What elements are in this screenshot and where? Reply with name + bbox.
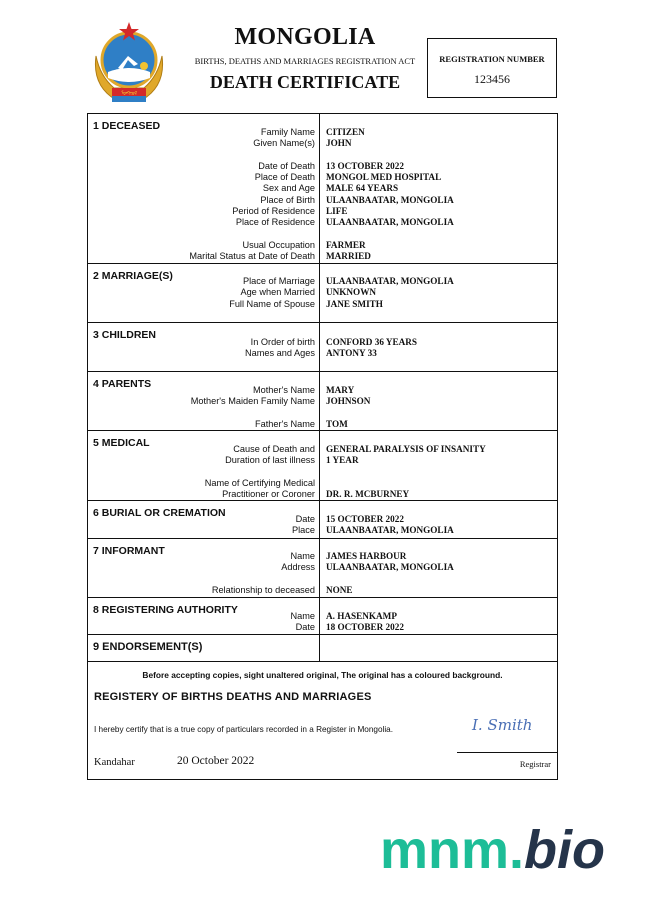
section-heading: 8 REGISTERING AUTHORITY xyxy=(93,604,238,616)
sex-age-value: MALE 64 YEARS xyxy=(326,183,399,194)
registration-box xyxy=(427,38,557,98)
field-label: Place of Marriage xyxy=(242,276,315,286)
duration-value: 1 YEAR xyxy=(326,455,359,466)
field-label: In Order of birth xyxy=(250,337,315,347)
informant-name-value: JAMES HARBOUR xyxy=(326,551,407,561)
certification-footer xyxy=(87,656,558,780)
period-residence-value: LIFE xyxy=(326,206,348,217)
given-names-value: JOHN xyxy=(326,138,352,149)
field-label: Date of Death xyxy=(258,160,315,171)
place-residence-value: ULAANBAATAR, MONGOLIA xyxy=(326,217,454,228)
burial-place-value: ULAANBAATAR, MONGOLIA xyxy=(326,525,454,536)
section-heading: 5 MEDICAL xyxy=(93,437,150,449)
field-label: Place of Residence xyxy=(235,217,315,228)
maiden-value: JOHNSON xyxy=(326,396,371,407)
watermark-part1: mnm. xyxy=(380,820,525,880)
father-value: TOM xyxy=(326,418,348,429)
field-label: Usual Occupation xyxy=(242,239,315,250)
occupation-value: FARMER xyxy=(326,239,366,250)
field-label: Date xyxy=(295,514,315,524)
certificate-table xyxy=(87,113,558,662)
field-label: Marital Status at Date of Death xyxy=(189,251,315,262)
country-title: MONGOLIA xyxy=(234,24,376,50)
certifier-value: DR. R. MCBURNEY xyxy=(326,489,410,500)
document-title: DEATH CERTIFICATE xyxy=(209,72,401,92)
section-heading: 9 ENDORSEMENT(S) xyxy=(93,641,203,653)
section-heading: 2 MARRIAGE(S) xyxy=(93,270,173,282)
section-marriage xyxy=(88,264,557,323)
burial-date-value: 15 OCTOBER 2022 xyxy=(326,514,404,524)
date-of-death-value: 13 OCTOBER 2022 xyxy=(326,160,404,171)
act-subtitle: BIRTHS, DEATHS AND MARRIAGES REGISTRATION ACT xyxy=(194,56,416,66)
mongolia-emblem-icon xyxy=(88,16,170,106)
section-heading: 7 INFORMANT xyxy=(93,545,165,557)
section-informant xyxy=(88,539,557,598)
spouse-value: JANE SMITH xyxy=(326,298,383,309)
field-label: Place of Death xyxy=(254,172,315,183)
section-parents xyxy=(88,372,557,431)
section-burial xyxy=(88,501,557,539)
place-of-birth-value: ULAANBAATAR, MONGOLIA xyxy=(326,194,454,205)
watermark-logo xyxy=(380,820,605,880)
field-label: Name xyxy=(290,611,315,621)
registration-number: 123456 xyxy=(474,72,510,86)
registrar-signature: I. Smith xyxy=(472,716,533,734)
section-heading: 3 CHILDREN xyxy=(93,329,157,341)
field-label: Father's Name xyxy=(255,418,315,429)
field-label: Place xyxy=(292,525,315,536)
authority-date-value: 18 OCTOBER 2022 xyxy=(326,622,404,633)
field-label: Names and Ages xyxy=(245,348,315,359)
authority-name-value: A. HASENKAMP xyxy=(326,611,397,621)
field-label: Place of Birth xyxy=(260,194,315,205)
family-name-value: CITIZEN xyxy=(326,127,365,137)
registry-title: REGISTERY OF BIRTHS DEATHS AND MARRIAGES xyxy=(94,691,372,703)
relationship-value: NONE xyxy=(326,584,353,595)
section-heading: 1 DECEASED xyxy=(93,120,161,132)
marital-value: MARRIED xyxy=(326,251,371,262)
section-heading: 4 PARENTS xyxy=(93,378,152,390)
marriage-place-value: ULAANBAATAR, MONGOLIA xyxy=(326,276,454,286)
field-label: Sex and Age xyxy=(262,183,315,194)
field-label: Duration of last illness xyxy=(225,455,315,466)
registrar-label: Registrar xyxy=(519,759,551,769)
marriage-age-value: UNKNOWN xyxy=(326,287,377,298)
section-deceased xyxy=(88,114,557,264)
field-label: Name xyxy=(290,551,315,561)
section-medical xyxy=(88,431,557,501)
field-label: Date xyxy=(295,622,315,633)
section-children xyxy=(88,323,557,372)
field-label: Name of Certifying Medical xyxy=(204,477,315,488)
field-label: Cause of Death and xyxy=(233,444,315,454)
field-label: Address xyxy=(281,562,315,573)
place-of-death-value: MONGOL MED HOSPITAL xyxy=(326,172,442,183)
signature-line xyxy=(457,752,557,753)
svg-text:ᠮᠣᠩᠭᠣᠯ: ᠮᠣᠩᠭᠣᠯ xyxy=(121,90,137,97)
field-label: Given Name(s) xyxy=(253,138,315,149)
mother-value: MARY xyxy=(326,385,355,395)
section-authority xyxy=(88,598,557,635)
child-value: ANTONY 33 xyxy=(326,348,377,359)
issue-date: 20 October 2022 xyxy=(177,755,255,767)
field-label: Full Name of Spouse xyxy=(229,298,315,309)
field-label: Relationship to deceased xyxy=(211,584,315,595)
watermark-part2: bio xyxy=(524,820,606,880)
certify-statement: I hereby certify that is a true copy of particulars recorded in a Register in Mongolia. xyxy=(94,725,393,734)
section-heading: 6 BURIAL OR CREMATION xyxy=(93,507,226,519)
issue-place: Kandahar xyxy=(94,757,135,768)
child-value: CONFORD 36 YEARS xyxy=(326,337,418,347)
field-label: Mother's Name xyxy=(252,385,315,395)
cause-value: GENERAL PARALYSIS OF INSANITY xyxy=(326,444,486,454)
authenticity-notice: Before accepting copies, sight unaltered original, The original has a coloured background. xyxy=(142,670,503,680)
field-label: Mother's Maiden Family Name xyxy=(190,396,315,407)
informant-address-value: ULAANBAATAR, MONGOLIA xyxy=(326,562,454,573)
field-label: Age when Married xyxy=(240,287,315,298)
field-label: Practitioner or Coroner xyxy=(222,489,315,500)
field-label: Family Name xyxy=(260,127,315,137)
registration-label: REGISTRATION NUMBER xyxy=(439,54,545,64)
field-label: Period of Residence xyxy=(232,206,315,217)
